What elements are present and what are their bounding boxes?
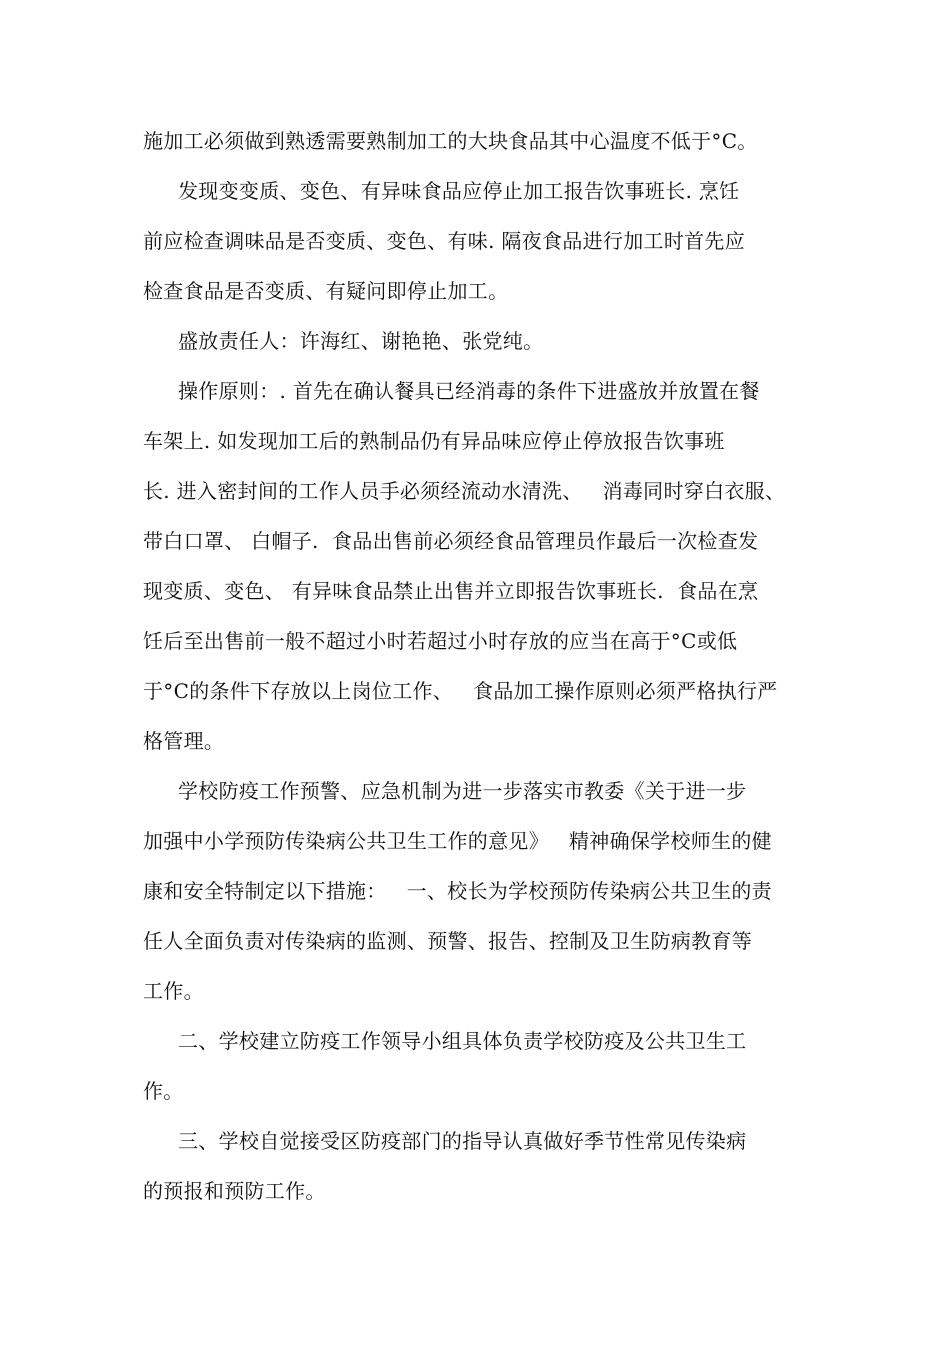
text-line: 前应检查调味品是否变质、变色、有味. 隔夜食品进行加工时首先应 [143,229,746,253]
text-line: 现变质、变色、 有异味食品禁止出售并立即报告饮事班长. 食品在烹 [143,579,759,603]
text-line: 康和安全特制定以下措施： 一、校长为学校预防传染病公共卫生的责 [143,879,772,903]
text-line: 三、学校自觉接受区防疫部门的指导认真做好季节性常见传染病 [178,1129,747,1153]
text-line: 学校防疫工作预警、应急机制为进一步落实市教委《关于进一步 [178,779,747,803]
text-line: 二、学校建立防疫工作领导小组具体负责学校防疫及公共卫生工 [178,1029,747,1053]
text-line: 操作原则：. 首先在确认餐具已经消毒的条件下进盛放并放置在餐 [178,379,760,403]
text-line: 车架上. 如发现加工后的熟制品仍有异品味应停止停放报告饮事班 [143,429,725,453]
text-line: 加强中小学预防传染病公共卫生工作的意见》 精神确保学校师生的健 [143,829,772,853]
text-line: 工作。 [143,979,204,1003]
text-line: 的预报和预防工作。 [143,1179,326,1203]
text-line: 施加工必须做到熟透需要熟制加工的大块食品其中心温度不低于°C。 [143,129,758,153]
text-line: 作。 [143,1079,184,1103]
text-line: 长. 进入密封间的工作人员手必须经流动水清洗、 消毒同时穿白衣服、 [143,479,786,503]
text-line: 饪后至出售前一般不超过小时若超过小时存放的应当在高于°C或低 [143,629,738,653]
text-line: 格管理。 [143,729,225,753]
text-line: 检查食品是否变质、有疑问即停止加工。 [143,279,509,303]
text-line: 带白口罩、 白帽子. 食品出售前必须经食品管理员作最后一次检查发 [143,529,759,553]
text-line: 于°C的条件下存放以上岗位工作、 食品加工操作原则必须严格执行严 [143,679,778,703]
text-line: 发现变变质、变色、有异味食品应停止加工报告饮事班长. 烹饪 [178,179,740,203]
text-line: 盛放责任人：许海红、谢艳艳、张党纯。 [178,329,544,353]
text-line: 任人全面负责对传染病的监测、预警、报告、控制及卫生防病教育等 [143,929,752,953]
